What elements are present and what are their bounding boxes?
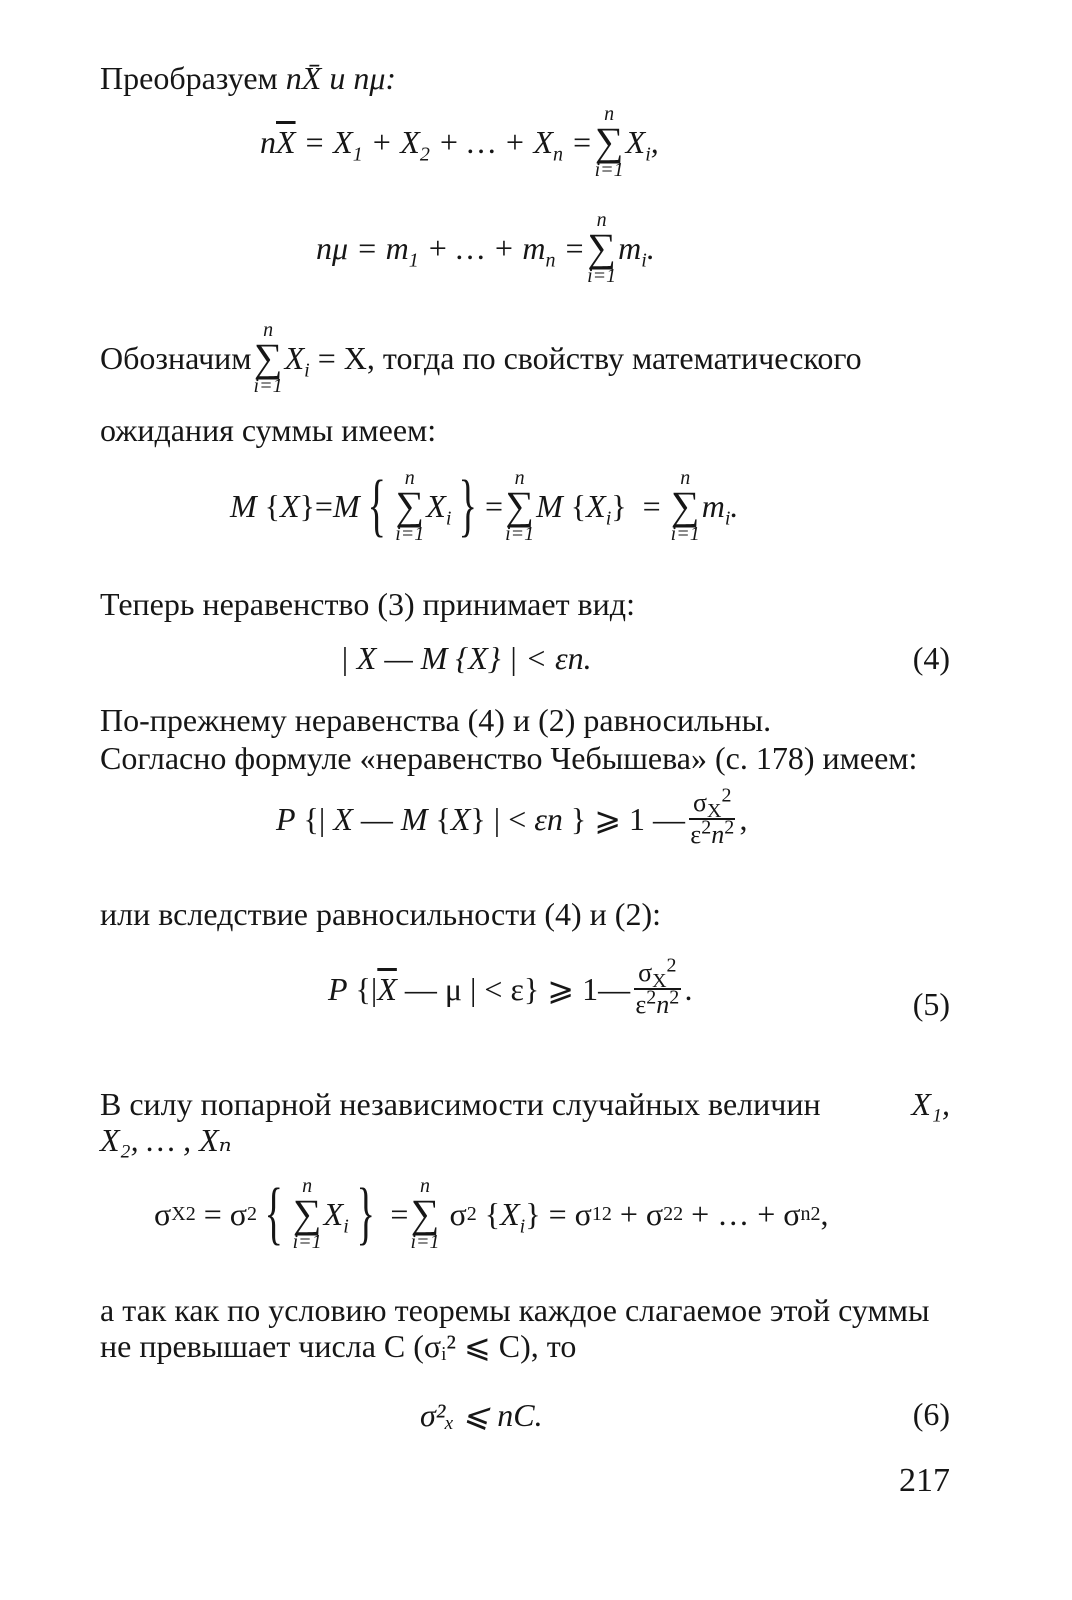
paragraph-2-tail: = X, тогда по свойству математического <box>317 340 862 376</box>
paragraph-2-lead: Обозначим <box>100 340 252 376</box>
equation-4-number: (4) <box>912 640 950 676</box>
page-number: 217 <box>899 1462 950 1499</box>
equation-6-number: (6) <box>912 1396 950 1432</box>
paragraph-2: Обозначим n ∑ i=1 $X_i$ = X, тогда по свойству математического <box>100 319 862 397</box>
paragraph-8-tail: X₁, <box>911 1086 950 1122</box>
paragraph-1 <box>100 58 952 98</box>
paragraph-11: не превышает числа C (σᵢ² ⩽ C), то <box>100 1328 577 1364</box>
paragraph-5: По-прежнему неравенства (4) и (2) равносильны. <box>100 702 772 738</box>
paragraph-1-math: nX̄ и nμ: <box>285 60 397 96</box>
paragraph-1-text: Преобразуем <box>100 60 278 96</box>
paragraph-3: ожидания суммы имеем: <box>100 412 437 448</box>
equation-6-text: σ²ₓ ⩽ nC. <box>420 1397 543 1433</box>
equation-5-number: (5) <box>912 986 950 1022</box>
paragraph-6: Согласно формуле «неравенство Чебышева» (с. 178) имеем: <box>100 740 918 776</box>
paragraph-8-text: В силу попарной независимости случайных величин <box>100 1086 821 1122</box>
paragraph-8 <box>100 1084 950 1124</box>
paragraph-9: X₂, … , Xₙ <box>100 1122 232 1158</box>
paragraph-10: а так как по условию теоремы каждое слагаемое этой суммы <box>100 1292 930 1328</box>
paragraph-4: Теперь неравенство (3) принимает вид: <box>100 586 635 622</box>
paragraph-7: или вследствие равносильности (4) и (2): <box>100 896 661 932</box>
equation-4-text: | X — M {X} | < εn. <box>340 640 592 676</box>
